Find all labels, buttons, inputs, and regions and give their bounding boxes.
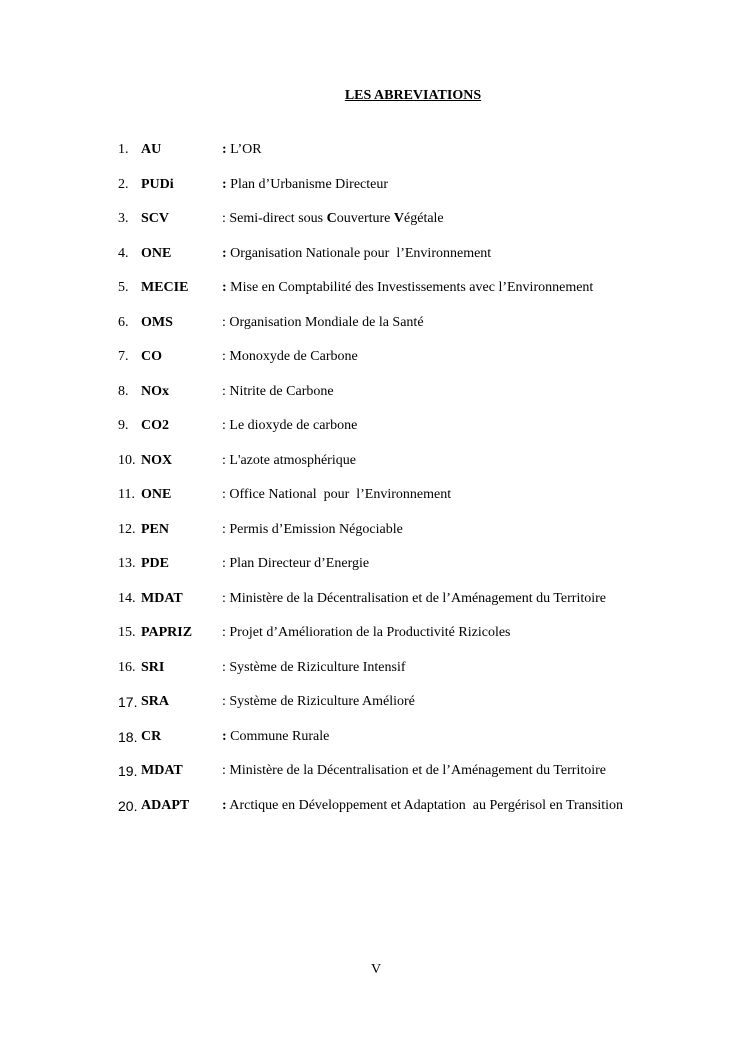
abbreviation-definition: [226, 521, 403, 539]
abbreviation-term: MDAT: [141, 763, 183, 778]
list-item: [118, 486, 623, 521]
list-item: [118, 210, 623, 245]
list-item: [118, 348, 623, 383]
abbreviation-definition: [227, 245, 492, 263]
item-number: 5.: [118, 280, 129, 295]
separator-colon: :: [222, 487, 226, 502]
abbreviation-term: PUDi: [141, 176, 174, 192]
definition-text: égétale: [404, 211, 444, 226]
item-number: 10.: [118, 452, 136, 468]
abbreviation-term: PDE: [141, 556, 169, 571]
abbreviation-definition: [226, 452, 356, 470]
item-number: 7.: [118, 349, 129, 364]
abbreviation-term: SRA: [141, 694, 170, 709]
list-item: [118, 452, 623, 487]
list-item: [118, 659, 623, 694]
separator-colon: :: [222, 694, 226, 709]
separator-colon: :: [222, 556, 226, 571]
separator-colon: :: [222, 176, 227, 192]
list-item: [118, 728, 623, 763]
definition-text: Semi-direct sous: [225, 211, 327, 226]
definition-text: Monoxyde de Carbone: [225, 349, 358, 364]
separator-colon: :: [222, 142, 227, 157]
item-number: 20.: [118, 797, 138, 814]
separator-colon: :: [222, 211, 226, 226]
item-number: 17.: [118, 694, 138, 710]
abbreviation-term: SRI: [141, 659, 165, 675]
abbreviation-definition: [226, 383, 334, 401]
separator-colon: :: [222, 314, 226, 330]
list-item: [118, 279, 623, 314]
abbreviation-term: ONE: [141, 245, 172, 261]
list-item: [118, 693, 623, 728]
item-number: 11.: [118, 487, 135, 502]
list-item: [118, 624, 623, 659]
abbreviation-definition: [226, 348, 358, 366]
page-number: V: [370, 962, 382, 977]
definition-text: Organisation Mondiale de la Santé: [225, 314, 424, 330]
separator-colon: :: [222, 590, 226, 606]
definition-text: L’OR: [226, 142, 262, 157]
list-item: [118, 797, 623, 832]
item-number: 12.: [118, 521, 136, 537]
list-item: [118, 176, 623, 211]
list-item: [118, 521, 623, 556]
abbreviation-definition: [227, 141, 262, 159]
list-item: [118, 590, 623, 625]
list-item: [118, 417, 623, 452]
abbreviation-definition: [227, 279, 594, 297]
list-item: [118, 555, 623, 590]
definition-text: Projet d’Amélioration de la Productivité Rizicoles: [225, 625, 511, 640]
definition-initial: V: [393, 211, 405, 226]
definition-text: Ministère de la Décentralisation et de l’Aménagement du Territoire: [225, 763, 607, 778]
definition-text: Système de Riziculture Intensif: [225, 659, 406, 675]
item-number: 18.: [118, 728, 138, 745]
definition-text: Ministère de la Décentralisation et de l’Aménagement du Territoire: [225, 590, 607, 606]
list-item: [118, 762, 623, 797]
abbreviation-term: OMS: [141, 314, 173, 330]
abbreviation-definition: [226, 590, 606, 608]
definition-text: Organisation Nationale pour l’Environnement: [226, 245, 492, 261]
abbreviation-term: AU: [141, 142, 162, 157]
definition-text: Système de Riziculture Amélioré: [225, 694, 415, 709]
item-number: 13.: [118, 556, 136, 571]
abbreviation-definition: [226, 624, 511, 642]
item-number: 19.: [118, 763, 138, 779]
abbreviation-definition: [226, 417, 357, 435]
item-number: 16.: [118, 659, 136, 675]
separator-colon: :: [222, 625, 226, 640]
definition-text: Office National pour l’Environnement: [225, 487, 452, 502]
item-number: 9.: [118, 418, 129, 433]
separator-colon: :: [222, 245, 227, 261]
definition-initial: C: [326, 211, 337, 226]
abbreviation-term: ONE: [141, 487, 172, 502]
abbreviation-term: PEN: [141, 521, 169, 537]
item-number: 6.: [118, 314, 129, 330]
separator-colon: :: [222, 349, 226, 364]
abbreviation-term: ADAPT: [141, 797, 190, 813]
separator-colon: :: [222, 659, 226, 675]
separator-colon: :: [222, 452, 226, 468]
definition-text: Commune Rurale: [226, 728, 330, 744]
definition-text: Le dioxyde de carbone: [225, 418, 358, 433]
separator-colon: :: [222, 418, 226, 433]
abbreviation-definition: [226, 486, 451, 504]
definition-text: Plan Directeur d’Energie: [225, 556, 370, 571]
item-number: 4.: [118, 245, 129, 261]
definition-text: Plan d’Urbanisme Directeur: [226, 176, 389, 192]
abbreviation-definition: [226, 314, 424, 332]
item-number: 8.: [118, 383, 129, 399]
separator-colon: :: [222, 728, 227, 744]
abbreviation-definition: [227, 176, 388, 194]
separator-colon: :: [222, 763, 226, 778]
abbreviation-definition: [226, 555, 369, 573]
item-number: 15.: [118, 625, 136, 640]
item-number: 14.: [118, 590, 136, 606]
abbreviation-term: NOx: [141, 383, 169, 399]
abbreviation-term: CO: [141, 349, 162, 364]
definition-text: Permis d’Emission Négociable: [225, 521, 403, 537]
abbreviation-list: [118, 141, 623, 831]
abbreviation-definition: [226, 762, 606, 780]
definition-text: Arctique en Développement et Adaptation au Pergérisol en Transition: [226, 797, 624, 813]
separator-colon: :: [222, 280, 227, 295]
abbreviation-term: CO2: [141, 418, 169, 433]
abbreviation-term: MDAT: [141, 590, 183, 606]
separator-colon: :: [222, 383, 226, 399]
abbreviation-definition: [226, 659, 406, 677]
definition-text: Mise en Comptabilité des Investissements avec l’Environnement: [226, 280, 594, 295]
abbreviation-term: SCV: [141, 211, 170, 226]
list-item: [118, 314, 623, 349]
page-title: LES ABREVIATIONS: [344, 88, 482, 103]
item-number: 2.: [118, 176, 129, 192]
abbreviation-definition: [227, 728, 330, 746]
separator-colon: :: [222, 797, 227, 813]
definition-text: L'azote atmosphérique: [225, 452, 356, 468]
item-number: 3.: [118, 211, 129, 226]
list-item: [118, 141, 623, 176]
separator-colon: :: [222, 521, 226, 537]
abbreviation-definition: [226, 693, 415, 711]
abbreviation-term: PAPRIZ: [141, 625, 193, 640]
definition-text: ouverture: [336, 211, 394, 226]
list-item: [118, 245, 623, 280]
abbreviation-term: NOX: [141, 452, 173, 468]
definition-text: Nitrite de Carbone: [225, 383, 334, 399]
abbreviation-definition: [226, 210, 444, 228]
abbreviation-term: CR: [141, 728, 162, 744]
item-number: 1.: [118, 142, 129, 157]
abbreviation-term: MECIE: [141, 280, 189, 295]
list-item: [118, 383, 623, 418]
abbreviation-definition: [227, 797, 623, 815]
